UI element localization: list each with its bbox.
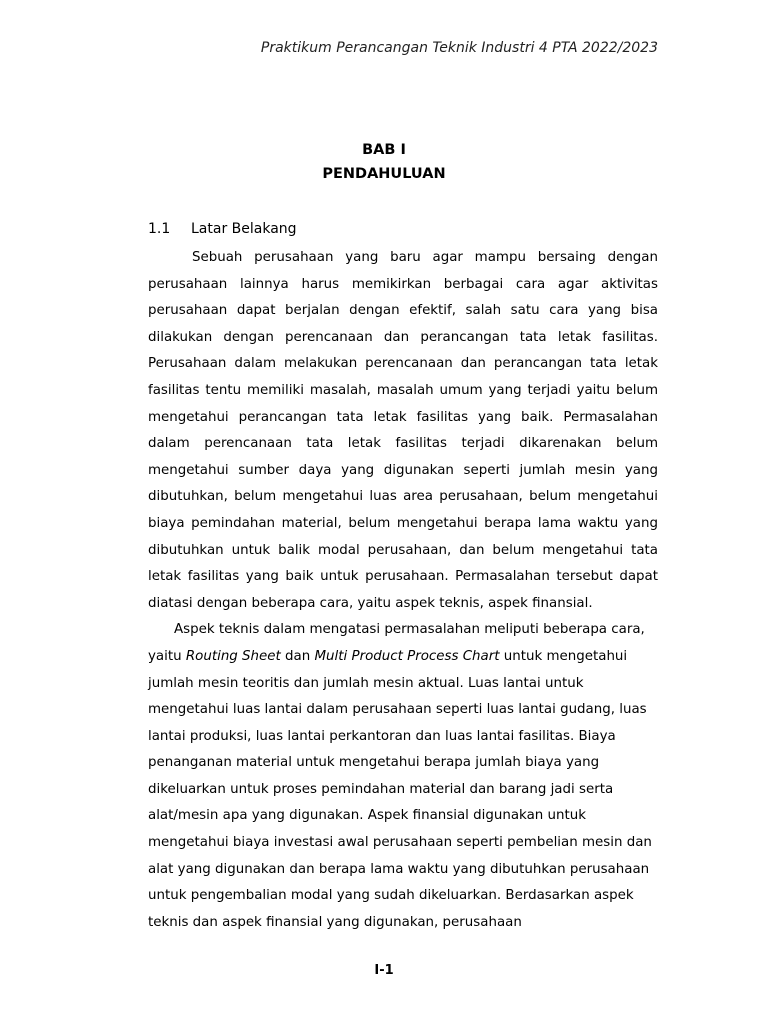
section-title: Latar Belakang (191, 221, 297, 237)
term-routing-sheet: Routing Sheet (185, 648, 281, 664)
chapter-label: BAB I (362, 142, 406, 158)
running-header: Praktikum Perancangan Teknik Industri 4 PTA 2022/2023 (260, 40, 658, 56)
paragraph-2-text-b: dan (280, 648, 315, 664)
page-number: I-1 (374, 963, 394, 978)
paragraph-2-text-c: untuk mengetahui jumlah mesin teoritis dan jumlah mesin aktual. Luas lantai untuk mengetahui luas lantai dalam perusahaan seperti luas lantai gudang, luas lantai produksi, luas lantai perkantoran dan luas lantai fasilitas. Biaya penanganan material untuk mengetahui berapa jumlah biaya yang dikeluarkan untuk proses pemindahan material dan barang jadi serta alat/mesin apa yang digunakan. Aspek finansial digunakan untuk mengetahui biaya investasi awal perusahaan seperti pembelian mesin dan alat yang digunakan dan berapa lama waktu yang dibutuhkan perusahaan untuk pengembalian modal yang sudah dikeluarkan. Berdasarkan aspek teknis dan aspek finansial yang digunakan, perusahaan (148, 648, 652, 930)
section-heading (148, 221, 297, 237)
paragraph-2 (148, 617, 658, 936)
term-multi-product-process-chart: Multi Product Process Chart (314, 648, 500, 664)
section-number: 1.1 (148, 221, 171, 237)
paragraph-1: Sebuah perusahaan yang baru agar mampu bersaing dengan perusahaan lainnya harus memikirkan berbagai cara agar aktivitas perusahaan dapat berjalan dengan efektif, salah satu cara yang bisa dilakukan dengan perencanaan dan perancangan tata letak fasilitas. Perusahaan dalam melakukan perencanaan dan perancangan tata letak fasilitas tentu memiliki masalah, masalah umum yang terjadi yaitu belum mengetahui perancangan tata letak fasilitas yang baik. Permasalahan dalam perencanaan tata letak fasilitas terjadi dikarenakan belum mengetahui sumber daya yang digunakan seperti jumlah mesin yang dibutuhkan, belum mengetahui luas area perusahaan, belum mengetahui biaya pemindahan material, belum mengetahui berapa lama waktu yang dibutuhkan untuk balik modal perusahaan, dan belum mengetahui tata letak fasilitas yang baik untuk perusahaan. Permasalahan tersebut dapat diatasi dengan beberapa cara, yaitu aspek teknis, aspek finansial. (148, 250, 658, 611)
chapter-title: PENDAHULUAN (322, 166, 446, 182)
chapter-heading (0, 138, 768, 186)
body-text (148, 245, 658, 936)
paragraph-2-text-a: Aspek teknis dalam mengatasi permasalahan meliputi beberapa cara, yaitu (148, 622, 645, 664)
